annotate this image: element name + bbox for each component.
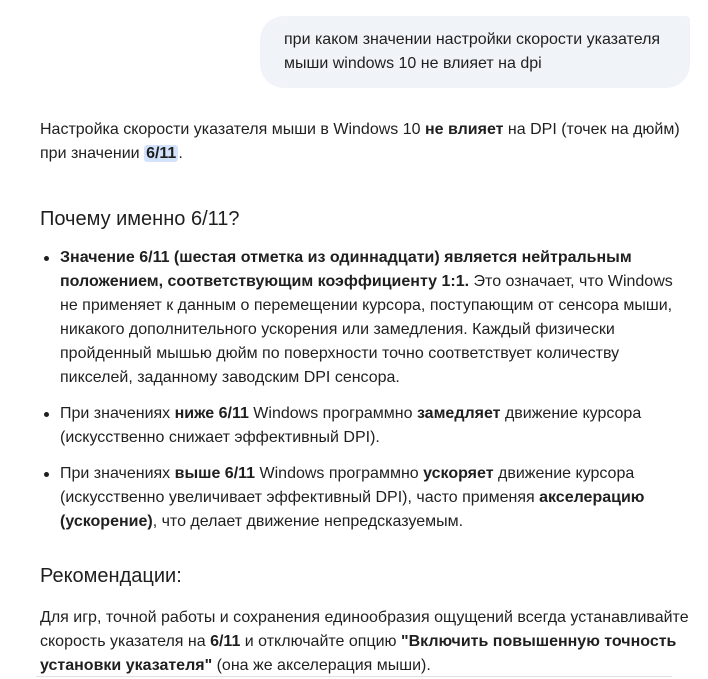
intro-paragraph — [40, 118, 690, 166]
recommendations-paragraph — [40, 606, 690, 678]
bullet2-text-1: При значениях — [60, 405, 175, 422]
bullet3-text-1: При значениях — [60, 465, 175, 482]
bullet2-text-3: движение курсора (искусственно снижает эффективный DPI). — [60, 405, 642, 446]
intro-text-2: на DPI (точек на дюйм) при значении — [40, 121, 680, 162]
bullet3-bold-1: выше 6/11 — [174, 465, 256, 482]
user-message-bubble — [260, 16, 690, 88]
bullet3-text-3: движение курсора (искусственно увеличивает эффективный DPI), часто применяя — [60, 465, 635, 506]
rec-bold-2: "Включить повышенную точность установки указателя" — [40, 633, 677, 674]
why-bullet-list — [40, 246, 690, 534]
intro-highlight-value: 6/11 — [146, 145, 177, 162]
bullet3-bold-3: акселерацию (ускорение) — [60, 489, 645, 530]
bullet3-bold-2: ускоряет — [423, 465, 494, 482]
intro-text-3: . — [178, 145, 183, 162]
bullet2-bold-2: замедляет — [416, 405, 501, 422]
bullet3-text-2: Windows программно — [255, 465, 424, 482]
recommendations-heading: Рекомендации: — [40, 565, 182, 587]
intro-bold-1: не влияет — [424, 121, 504, 138]
rec-text-2: и отключайте опцию — [240, 633, 401, 650]
list-item — [60, 402, 690, 450]
list-item — [60, 246, 690, 390]
bullet2-text-2: Windows программно — [248, 405, 417, 422]
assistant-response — [40, 118, 690, 678]
user-message-text: при каком значении настройки скорости указателя мыши windows 10 не влияет на dpi — [284, 31, 661, 72]
intro-text-1: Настройка скорости указателя мыши в Windows 10 — [40, 121, 425, 138]
rec-bold-1: 6/11 — [210, 633, 241, 650]
bullet3-text-4: , что делает движение непредсказуемым. — [152, 513, 464, 530]
bullet1-text: Это означает, что Windows не применяет к данным о перемещении курсора, поступающим от сенсора мыши, никакого дополнительного ускорения или замедления. Каждый физически пройденный мышью дюйм по поверхности точно соответствует количеству пикселей, заданному заводским DPI сенсора. — [60, 273, 673, 386]
why-heading: Почему именно 6/11? — [40, 208, 240, 230]
list-item — [60, 462, 690, 534]
divider — [36, 676, 672, 677]
rec-text-3: (она же акселерация мыши). — [212, 657, 431, 674]
rec-text-1: Для игр, точной работы и сохранения единообразия ощущений всегда устанавливайте скорость указателя на — [40, 609, 689, 650]
bullet2-bold-1: ниже 6/11 — [174, 405, 249, 422]
bullet1-bold: Значение 6/11 (шестая отметка из одиннадцати) является нейтральным положением, соответствующим коэффициенту 1:1. — [60, 249, 632, 290]
